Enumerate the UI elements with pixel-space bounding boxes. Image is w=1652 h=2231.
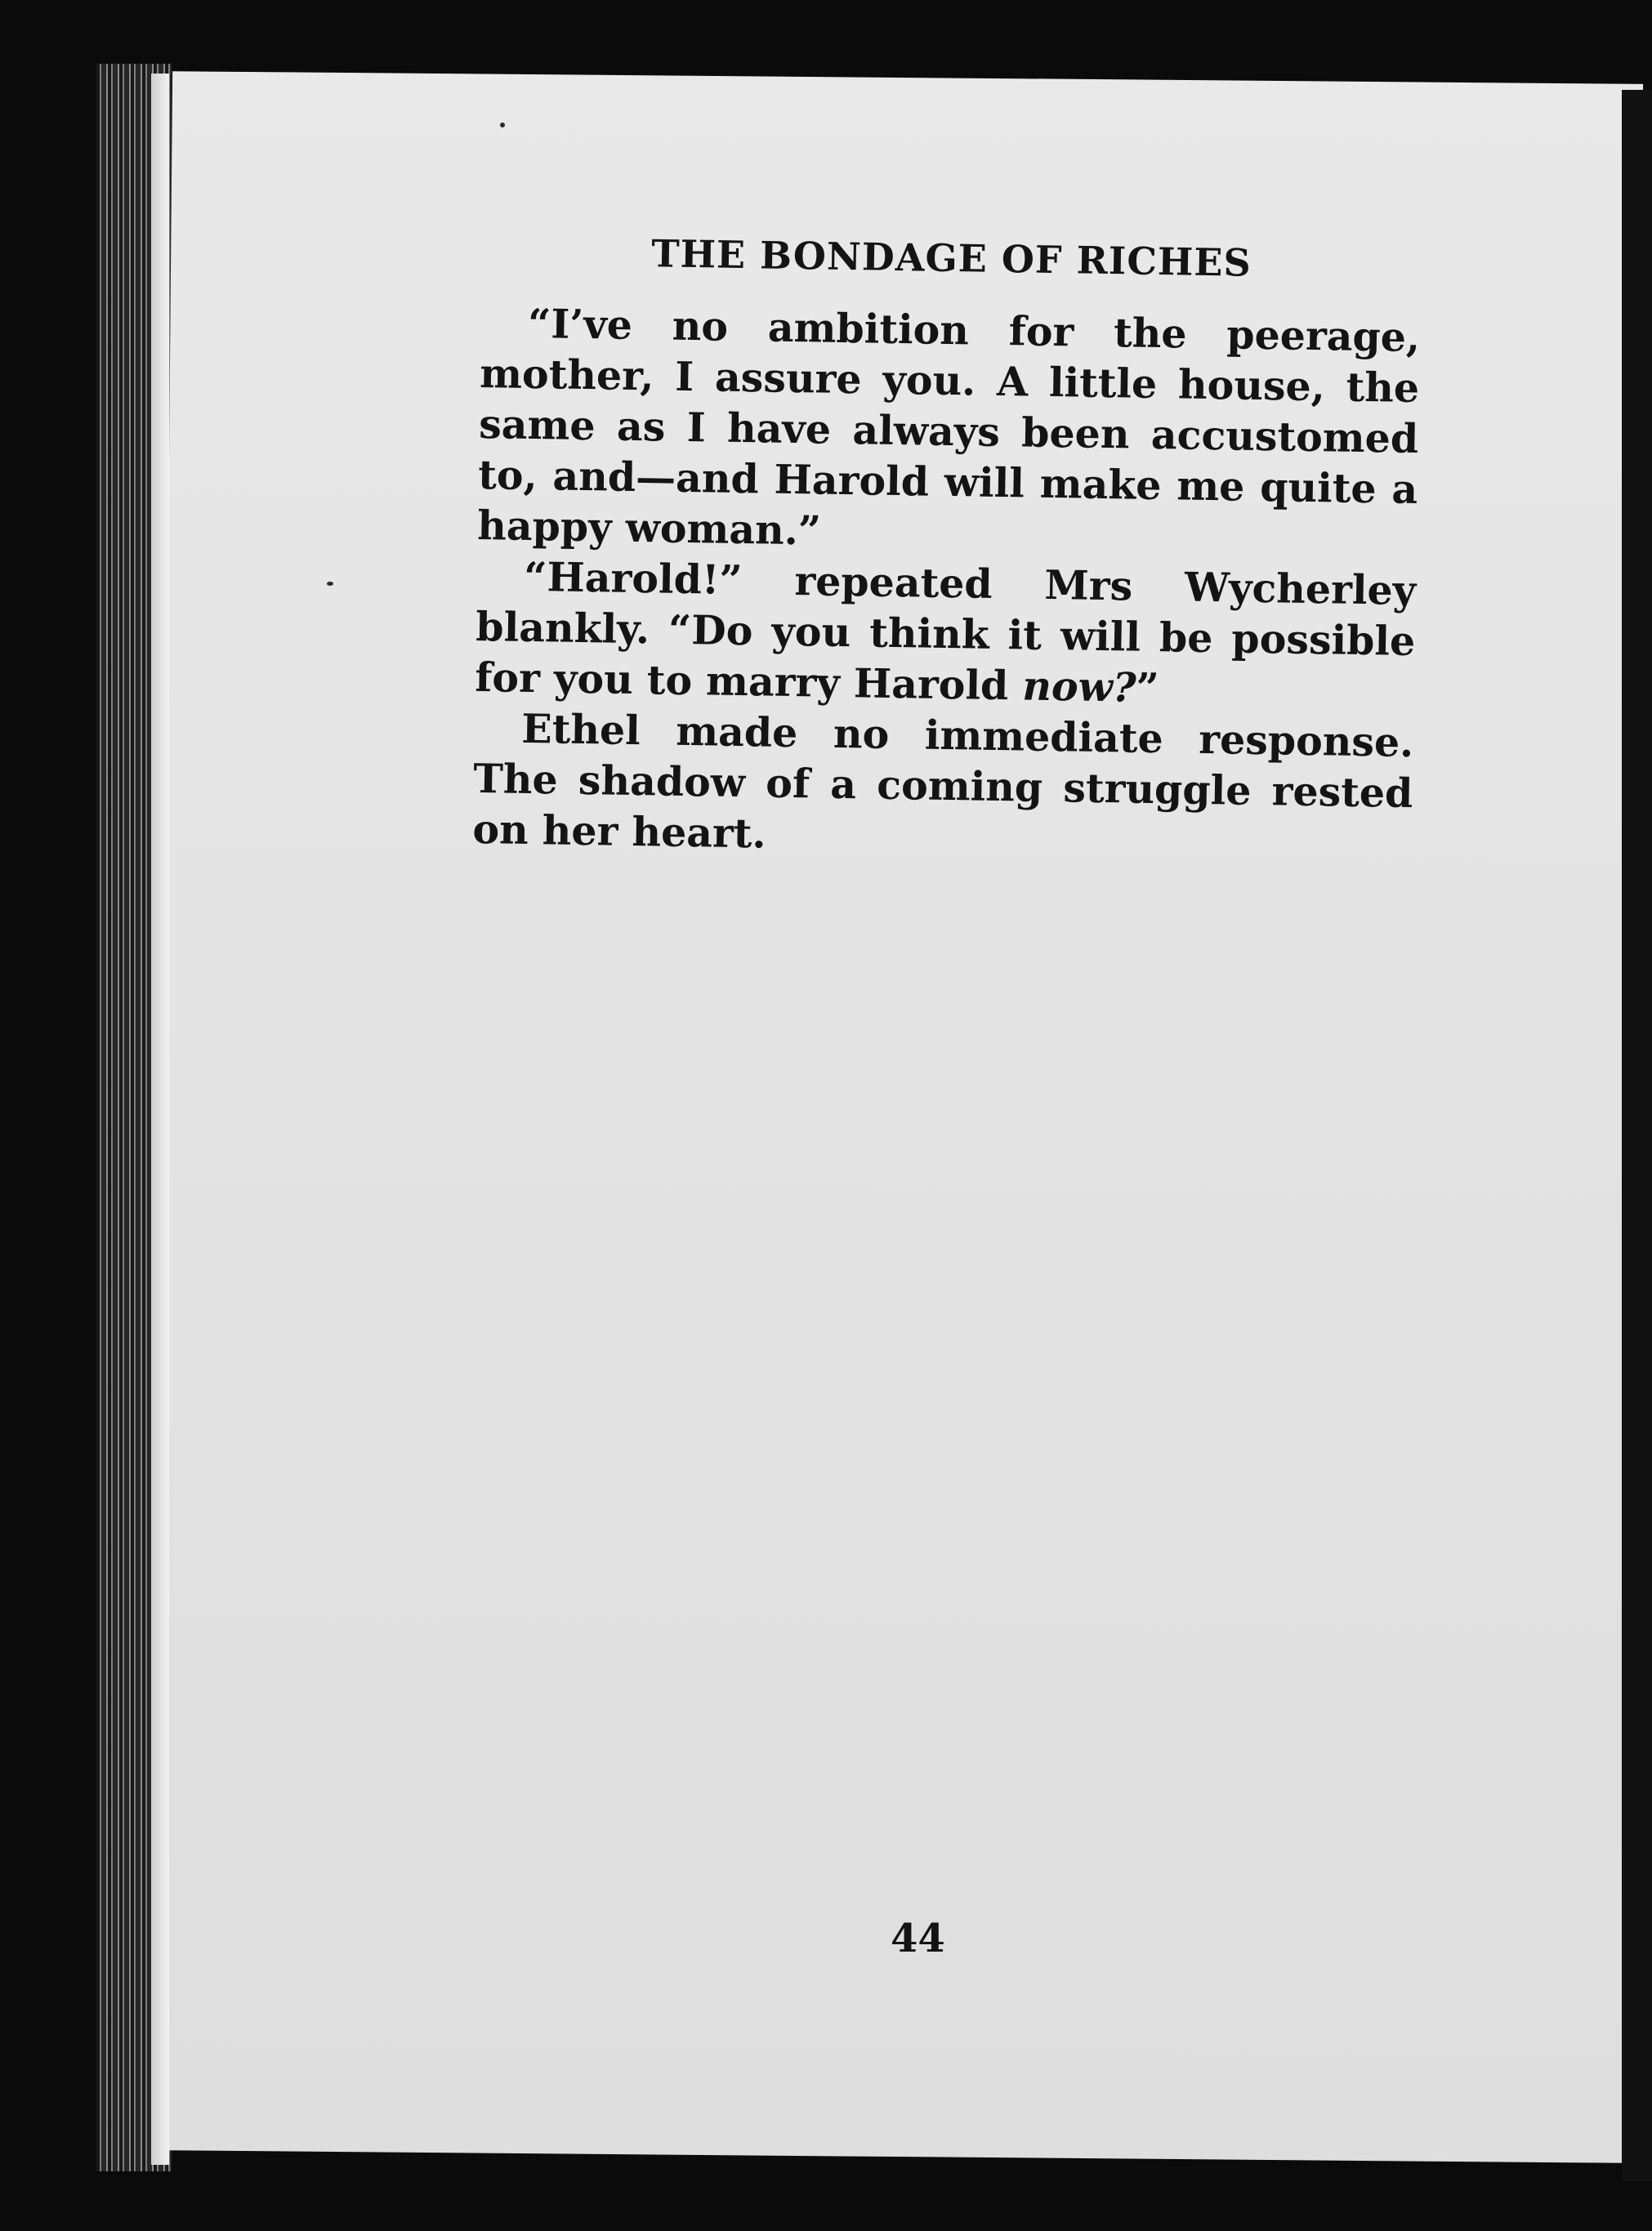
text-block	[472, 229, 1422, 869]
dust-speck	[500, 123, 505, 127]
page-number: 44	[891, 1916, 945, 1961]
paragraph-2	[475, 551, 1417, 717]
running-head: THE BONDAGE OF RICHES	[650, 231, 1252, 285]
page-edge-right	[1622, 90, 1652, 2181]
paragraph-3: Ethel made no immediate response. The shadow of a coming struggle rested on her heart.	[471, 704, 1414, 858]
paragraph-1: “I’ve no ambition for the peerage, mother, I assure you. A little house, the same as I have always been accustomed to, and—and Harold will make me quite a happy woman.”	[476, 299, 1421, 555]
paragraph-2-text: “Harold!” repeated Mrs Wycherley blankly. “Do you think it will be possible for you to marry Harold	[474, 552, 1417, 710]
paragraph-2-closing-quote: ”	[1136, 663, 1160, 712]
gutter-shadow	[151, 74, 169, 2165]
dust-speck	[327, 582, 333, 586]
emphasis-now: now?	[1021, 662, 1137, 712]
